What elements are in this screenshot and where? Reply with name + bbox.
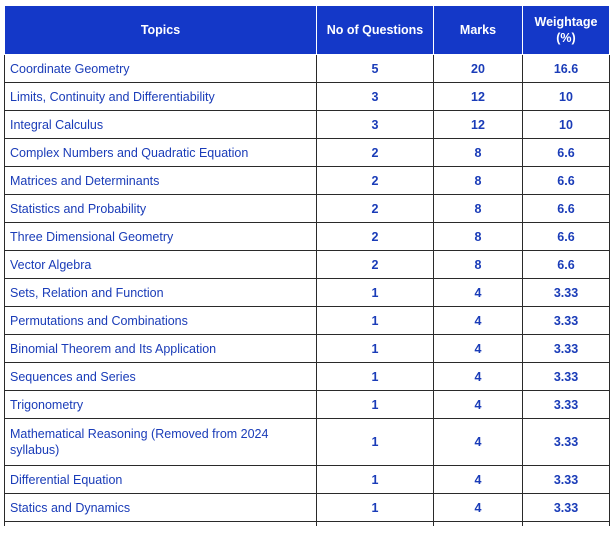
table-row bbox=[5, 83, 610, 111]
questions-cell: 1 bbox=[317, 466, 434, 494]
table-row bbox=[5, 279, 610, 307]
questions-cell: 1 bbox=[317, 279, 434, 307]
table-row bbox=[5, 167, 610, 195]
marks-cell: 8 bbox=[434, 167, 523, 195]
weightage-cell: 10 bbox=[523, 111, 610, 139]
topic-cell: Sets, Relation and Function bbox=[5, 279, 317, 307]
table-row-partial bbox=[5, 522, 610, 527]
marks-cell: 4 bbox=[434, 307, 523, 335]
weightage-cell: 3.33 bbox=[523, 307, 610, 335]
topic-cell: Vector Algebra bbox=[5, 251, 317, 279]
weightage-cell: 3.33 bbox=[523, 466, 610, 494]
table-row bbox=[5, 195, 610, 223]
marks-cell: 8 bbox=[434, 195, 523, 223]
empty-cell bbox=[523, 522, 610, 527]
marks-cell: 4 bbox=[434, 335, 523, 363]
topic-cell: Sequences and Series bbox=[5, 363, 317, 391]
topic-cell: Three Dimensional Geometry bbox=[5, 223, 317, 251]
questions-cell: 3 bbox=[317, 83, 434, 111]
topic-cell: Matrices and Determinants bbox=[5, 167, 317, 195]
questions-cell: 2 bbox=[317, 251, 434, 279]
table-row bbox=[5, 251, 610, 279]
weightage-cell: 3.33 bbox=[523, 279, 610, 307]
weightage-cell: 6.6 bbox=[523, 139, 610, 167]
marks-cell: 4 bbox=[434, 494, 523, 522]
marks-cell: 8 bbox=[434, 139, 523, 167]
weightage-cell: 6.6 bbox=[523, 195, 610, 223]
questions-cell: 1 bbox=[317, 391, 434, 419]
weightage-cell: 6.6 bbox=[523, 167, 610, 195]
topic-cell: Statistics and Probability bbox=[5, 195, 317, 223]
header-weightage: Weightage (%) bbox=[523, 6, 610, 55]
marks-cell: 4 bbox=[434, 391, 523, 419]
table-row bbox=[5, 494, 610, 522]
marks-cell: 4 bbox=[434, 279, 523, 307]
questions-cell: 2 bbox=[317, 195, 434, 223]
table-body bbox=[5, 55, 610, 527]
table-row bbox=[5, 335, 610, 363]
table-row bbox=[5, 419, 610, 466]
weightage-cell: 6.6 bbox=[523, 251, 610, 279]
questions-cell: 1 bbox=[317, 307, 434, 335]
questions-cell: 5 bbox=[317, 55, 434, 83]
topic-cell: Permutations and Combinations bbox=[5, 307, 317, 335]
topic-cell: Binomial Theorem and Its Application bbox=[5, 335, 317, 363]
header-topics: Topics bbox=[5, 6, 317, 55]
marks-cell: 20 bbox=[434, 55, 523, 83]
topic-cell: Differential Equation bbox=[5, 466, 317, 494]
header-no-of-questions: No of Questions bbox=[317, 6, 434, 55]
questions-cell: 2 bbox=[317, 139, 434, 167]
topic-cell: Integral Calculus bbox=[5, 111, 317, 139]
questions-cell: 2 bbox=[317, 223, 434, 251]
weightage-cell: 3.33 bbox=[523, 363, 610, 391]
table-row bbox=[5, 55, 610, 83]
marks-cell: 8 bbox=[434, 251, 523, 279]
questions-cell: 1 bbox=[317, 494, 434, 522]
table-row bbox=[5, 111, 610, 139]
table-row bbox=[5, 466, 610, 494]
questions-cell: 1 bbox=[317, 335, 434, 363]
table-header-row bbox=[5, 6, 610, 55]
questions-cell: 1 bbox=[317, 363, 434, 391]
weightage-cell: 10 bbox=[523, 83, 610, 111]
topic-cell: Coordinate Geometry bbox=[5, 55, 317, 83]
empty-cell bbox=[5, 522, 317, 527]
table-row bbox=[5, 363, 610, 391]
marks-cell: 4 bbox=[434, 466, 523, 494]
weightage-cell: 3.33 bbox=[523, 419, 610, 466]
marks-cell: 12 bbox=[434, 111, 523, 139]
topic-cell: Complex Numbers and Quadratic Equation bbox=[5, 139, 317, 167]
topic-cell: Limits, Continuity and Differentiability bbox=[5, 83, 317, 111]
topic-cell: Mathematical Reasoning (Removed from 2024 syllabus) bbox=[5, 419, 317, 466]
empty-cell bbox=[434, 522, 523, 527]
topic-cell: Trigonometry bbox=[5, 391, 317, 419]
weightage-cell: 3.33 bbox=[523, 494, 610, 522]
marks-cell: 12 bbox=[434, 83, 523, 111]
questions-cell: 1 bbox=[317, 419, 434, 466]
topic-cell: Statics and Dynamics bbox=[5, 494, 317, 522]
marks-cell: 4 bbox=[434, 419, 523, 466]
questions-cell: 2 bbox=[317, 167, 434, 195]
topics-table bbox=[4, 5, 610, 526]
table-row bbox=[5, 139, 610, 167]
weightage-cell: 16.6 bbox=[523, 55, 610, 83]
questions-cell: 3 bbox=[317, 111, 434, 139]
weightage-cell: 3.33 bbox=[523, 335, 610, 363]
table-row bbox=[5, 307, 610, 335]
empty-cell bbox=[317, 522, 434, 527]
table-row bbox=[5, 391, 610, 419]
marks-cell: 4 bbox=[434, 363, 523, 391]
table-row bbox=[5, 223, 610, 251]
marks-cell: 8 bbox=[434, 223, 523, 251]
header-marks: Marks bbox=[434, 6, 523, 55]
weightage-cell: 6.6 bbox=[523, 223, 610, 251]
weightage-cell: 3.33 bbox=[523, 391, 610, 419]
